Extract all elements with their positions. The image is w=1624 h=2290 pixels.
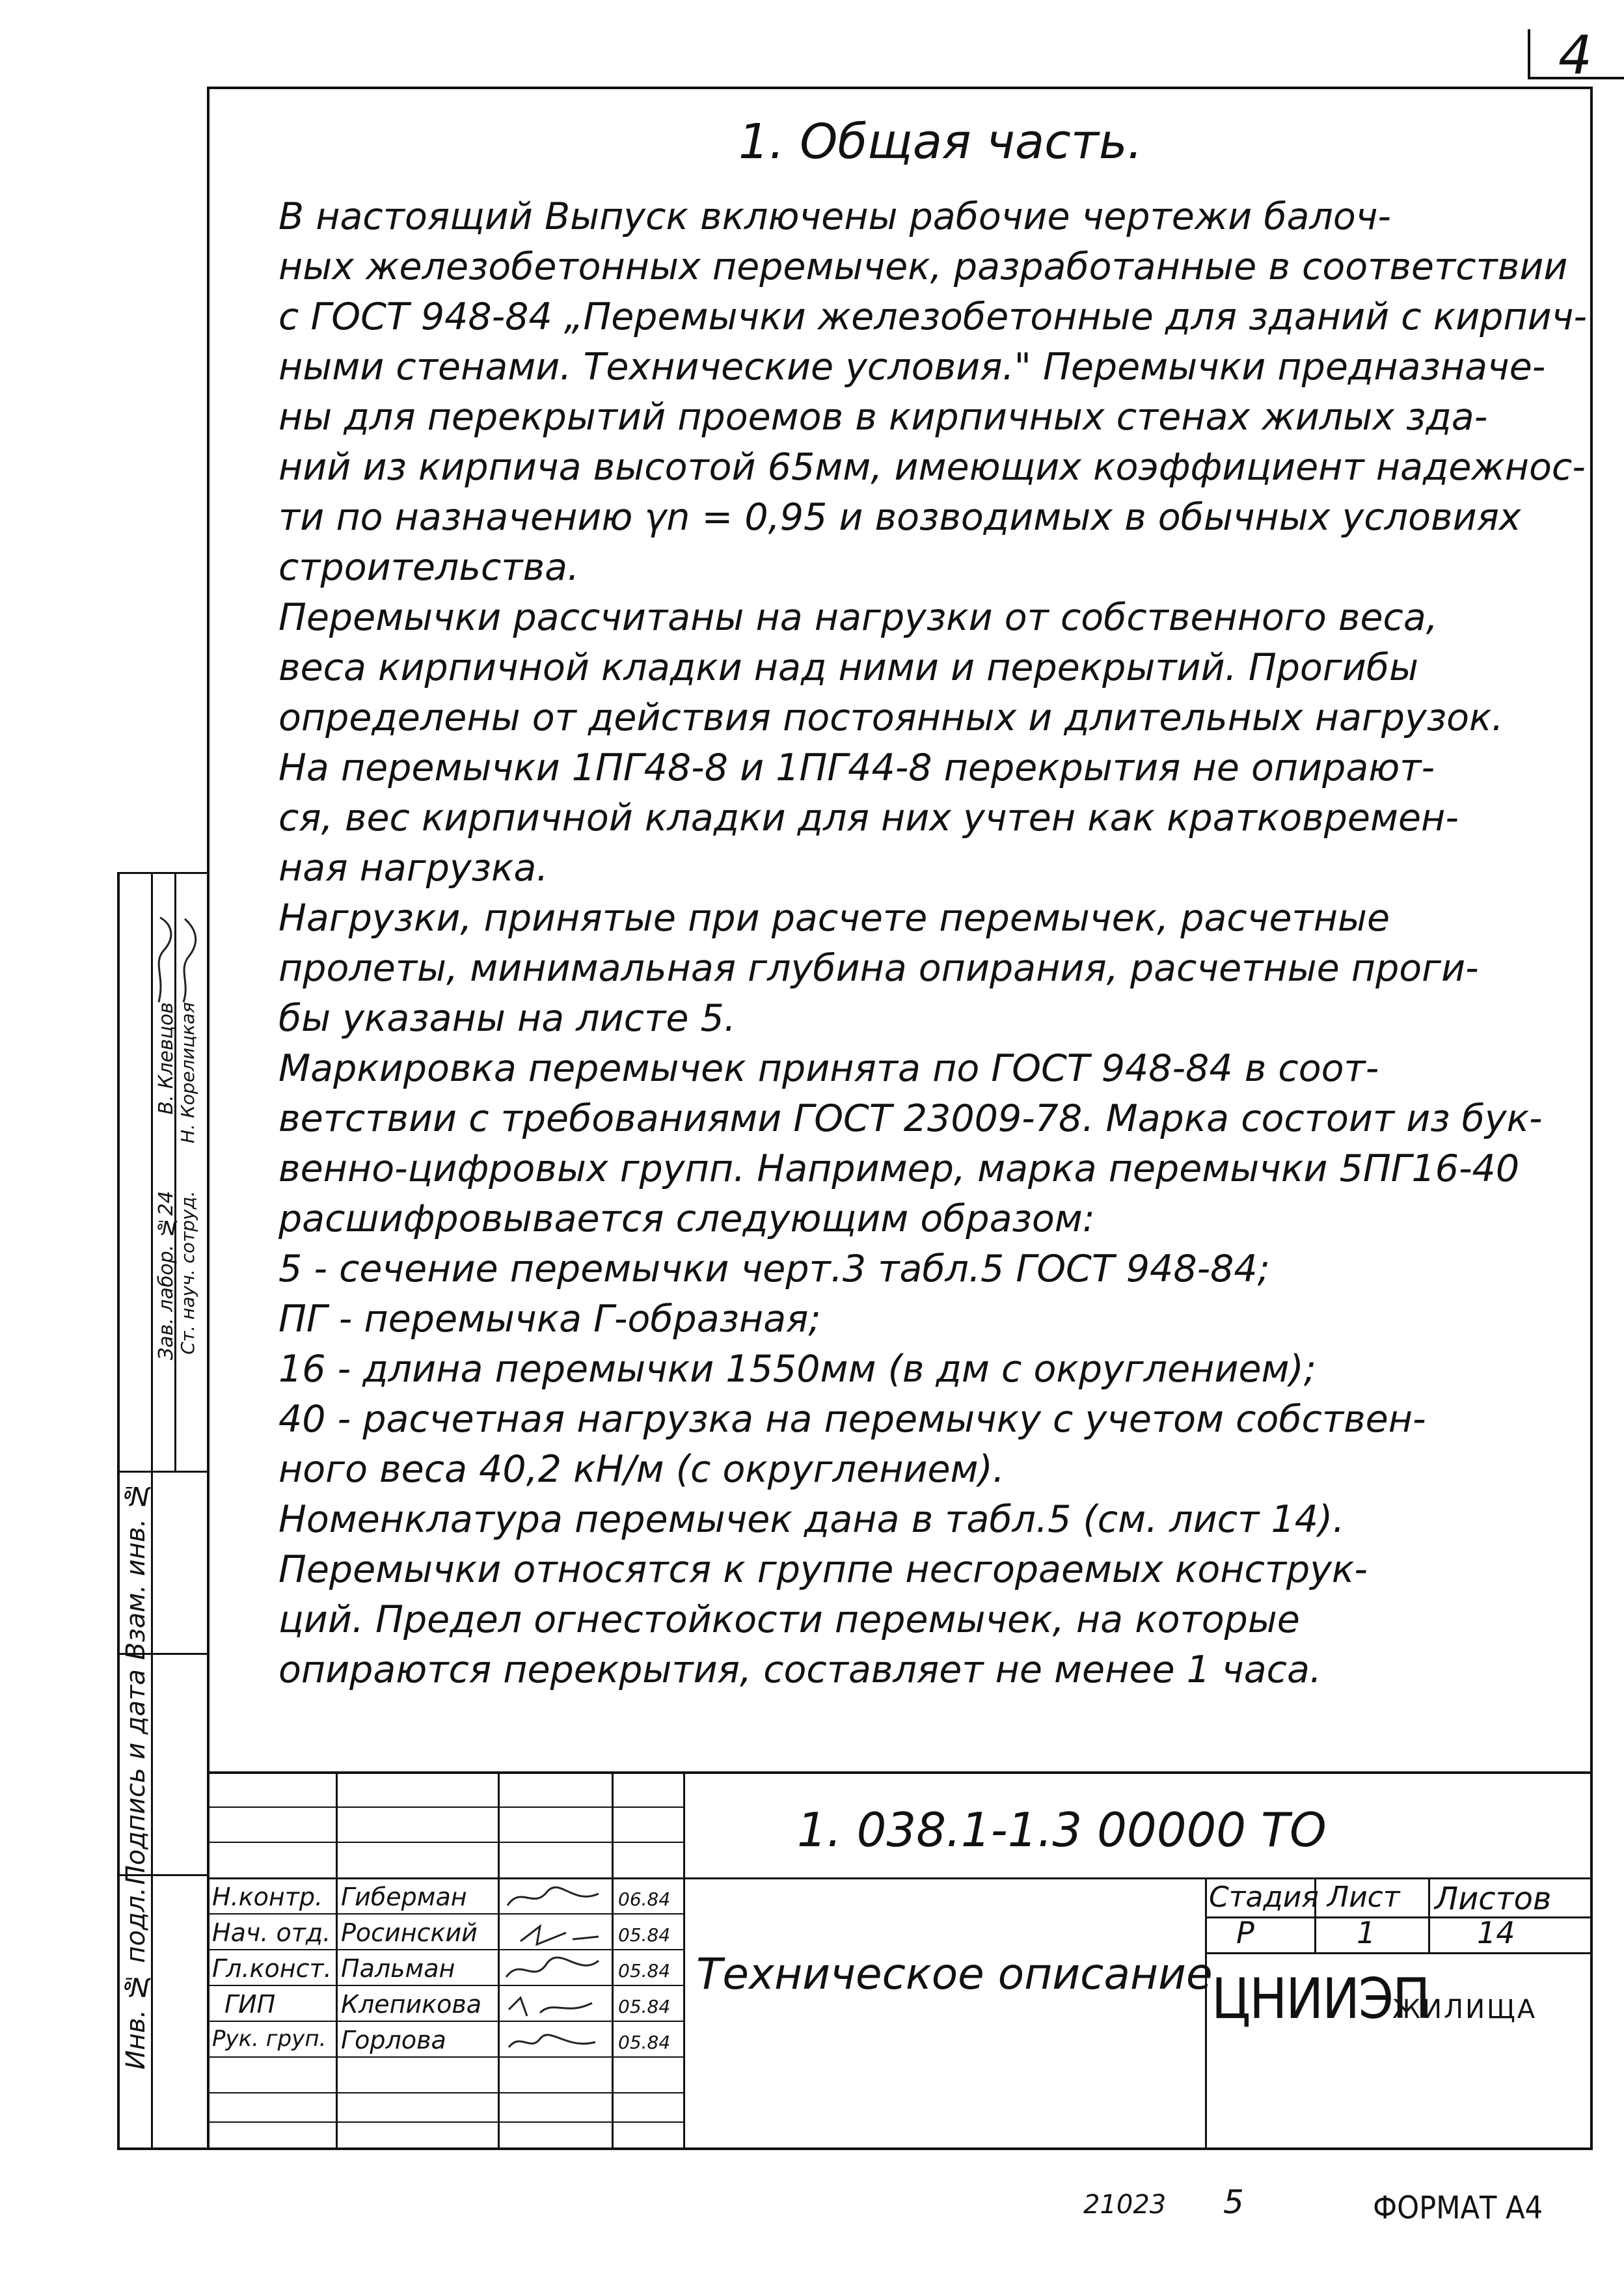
paper-format: ФОРМАТ А4 xyxy=(1373,2190,1543,2226)
body-line: расшифровывается следующим образом: xyxy=(278,1197,1095,1240)
body-line: ний из кирпича высотой 65мм, имеющих коэффициент надежнос- xyxy=(278,446,1586,489)
frame-bottom xyxy=(117,2147,1593,2150)
body-line: Нагрузки, принятые при расчете перемычек, расчетные xyxy=(278,897,1390,940)
body-line: ти по назначению γn = 0,95 и возводимых в обычных условиях xyxy=(278,496,1521,539)
value-sheet: 1 xyxy=(1357,1915,1376,1950)
body-line: ного веса 40,2 кН/м (с округлением). xyxy=(278,1448,1005,1491)
stamp-signature-date: Подпись и дата xyxy=(121,1669,151,1885)
date-row-1: 06.84 xyxy=(618,1888,671,1910)
body-line: опираются перекрытия, составляет не менее 1 часа. xyxy=(278,1648,1322,1691)
role-gl-konst: Гл.конст. xyxy=(212,1954,332,1983)
date-row-5: 05.84 xyxy=(618,2032,671,2053)
body-text xyxy=(278,192,1587,1695)
stamp-name-klevtsov: В. Клевцов xyxy=(155,1002,178,1115)
bottom-sheet-number: 5 xyxy=(1223,2183,1244,2221)
stamp-signature-mark xyxy=(152,911,207,1009)
label-sheets: Листов xyxy=(1435,1881,1552,1917)
stamp-inv-podl: Инв. № подл. xyxy=(121,1887,151,2070)
body-line: На перемычки 1ПГ48-8 и 1ПГ44-8 перекрытия не опирают- xyxy=(278,746,1435,789)
section-title: 1. Общая часть. xyxy=(738,114,1143,170)
body-line: Перемычки относятся к группе несгораемых конструк- xyxy=(278,1548,1368,1591)
body-line: ных железобетонных перемычек, разработанные в соответствии xyxy=(278,245,1568,288)
body-line: В настоящий Выпуск включены рабочие чертежи балоч- xyxy=(278,195,1391,238)
body-line: бы указаны на листе 5. xyxy=(278,997,736,1040)
body-line: Номенклатура перемычек дана в табл.5 (см. лист 14). xyxy=(278,1498,1345,1541)
frame-left xyxy=(207,87,210,2149)
label-sheet: Лист xyxy=(1327,1881,1400,1914)
value-sheets: 14 xyxy=(1477,1915,1515,1950)
label-stage: Стадия xyxy=(1209,1881,1319,1914)
body-line: ная нагрузка. xyxy=(278,847,548,890)
name-rosinsky: Росинский xyxy=(341,1918,478,1947)
body-line: венно-цифровых групп. Например, марка перемычки 5ПГ16-40 xyxy=(278,1147,1520,1190)
body-line: ветствии с требованиями ГОСТ 23009-78. Марка состоит из бук- xyxy=(278,1097,1543,1140)
body-line: пролеты, минимальная глубина опирания, расчетные проги- xyxy=(278,947,1479,990)
body-line: ся, вес кирпичной кладки для них учтен как кратковремен- xyxy=(278,797,1459,839)
role-ruk-grup: Рук. груп. xyxy=(212,2026,327,2052)
document-name: Техническое описание xyxy=(696,1949,1213,1999)
stamp-researcher: Ст. науч. сотруд. xyxy=(177,1191,198,1355)
name-giberman: Гиберман xyxy=(341,1883,467,1911)
date-row-4: 05.84 xyxy=(618,1996,671,2017)
body-line: ций. Предел огнестойкости перемычек, на которые xyxy=(278,1598,1300,1641)
body-line: Перемычки рассчитаны на нагрузки от собственного веса, xyxy=(278,596,1438,639)
organization-sub: ЖИЛИЩА xyxy=(1392,1995,1537,2024)
page-number: 4 xyxy=(1558,25,1593,87)
body-line: 40 - расчетная нагрузка на перемычку с учетом собствен- xyxy=(278,1398,1426,1441)
body-line: определены от действия постоянных и длительных нагрузок. xyxy=(278,696,1504,739)
body-line: ными стенами. Технические условия." Перемычки предназначе- xyxy=(278,346,1546,388)
body-line: веса кирпичной кладки над ними и перекрытий. Прогибы xyxy=(278,646,1418,689)
date-row-2: 05.84 xyxy=(618,1924,671,1946)
stamp-lab-head: Зав. лабор. №24 xyxy=(155,1191,178,1361)
body-line: с ГОСТ 948-84 „Перемычки железобетонные для зданий с кирпич- xyxy=(278,295,1587,338)
signatures-column xyxy=(501,1879,610,2056)
date-row-3: 05.84 xyxy=(618,1960,671,1982)
body-line: строительства. xyxy=(278,546,580,589)
inventory-code: 21023 xyxy=(1083,2190,1167,2220)
stamp-name-korelitskaya: Н. Корелицкая xyxy=(177,1002,198,1143)
name-palman: Пальман xyxy=(341,1954,455,1983)
value-stage: Р xyxy=(1236,1915,1254,1950)
page-number-divider xyxy=(1528,29,1530,78)
body-line: Маркировка перемычек принята по ГОСТ 948-84 в соот- xyxy=(278,1047,1379,1090)
organization-name: ЦНИИЭП xyxy=(1211,1967,1429,2032)
role-n-kontr: Н.контр. xyxy=(212,1883,323,1911)
frame-top xyxy=(207,87,1593,89)
frame-right xyxy=(1590,87,1593,2149)
body-line: 16 - длина перемычки 1550мм (в дм с округлением); xyxy=(278,1348,1316,1391)
stamp-vzam-inv: Взам. инв. № xyxy=(121,1480,151,1660)
document-code: 1. 038.1-1.3 00000 ТО xyxy=(797,1803,1327,1857)
body-line: 5 - сечение перемычки черт.3 табл.5 ГОСТ 948-84; xyxy=(278,1247,1270,1290)
name-klepikova: Клепикова xyxy=(341,1990,482,2019)
body-line: ПГ - перемычка Г-образная; xyxy=(278,1298,821,1341)
name-gorlova: Горлова xyxy=(341,2026,446,2054)
body-line: ны для перекрытий проемов в кирпичных стенах жилых зда- xyxy=(278,396,1488,439)
role-gip: ГИП xyxy=(224,1990,276,2019)
role-nach-otd: Нач. отд. xyxy=(212,1918,331,1947)
